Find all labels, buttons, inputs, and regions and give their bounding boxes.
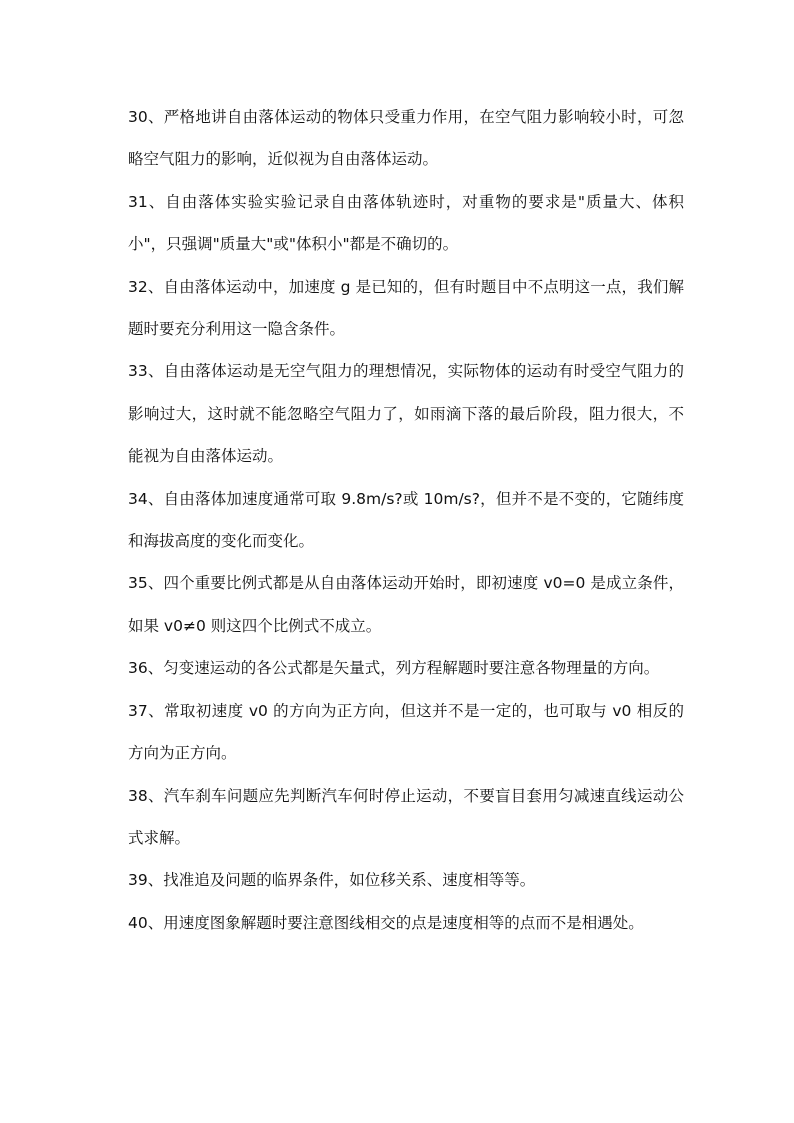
paragraph-38: 38、汽车刹车问题应先判断汽车何时停止运动，不要盲目套用匀减速直线运动公式求解。 [128,786,684,847]
paragraph-40: 40、用速度图象解题时要注意图线相交的点是速度相等的点而不是相遇处。 [128,913,644,932]
document-body [128,96,684,944]
paragraph-37: 37、常取初速度 v0 的方向为正方向，但这并不是一定的，也可取与 v0 相反的方向为正方向。 [128,701,684,763]
paragraph-39: 39、找准追及问题的临界条件，如位移关系、速度相等等。 [128,871,536,890]
paragraph-36: 36、匀变速运动的各公式都是矢量式，列方程解题时要注意各物理量的方向。 [128,659,660,678]
paragraph-30: 30、严格地讲自由落体运动的物体只受重力作用，在空气阻力影响较小时，可忽略空气阻力的影响，近似视为自由落体运动。 [128,108,684,169]
paragraph-33: 33、自由落体运动是无空气阻力的理想情况，实际物体的运动有时受空气阻力的影响过大，这时就不能忽略空气阻力了，如雨滴下落的最后阶段，阻力很大，不能视为自由落体运动。 [128,362,684,466]
paragraph-31: 31、自由落体实验实验记录自由落体轨迹时，对重物的要求是"质量大、体积小"，只强调"质量大"或"体积小"都是不确切的。 [128,192,684,254]
paragraph-32: 32、自由落体运动中，加速度 g 是已知的，但有时题目中不点明这一点，我们解题时要充分利用这一隐含条件。 [128,277,684,339]
paragraph-34: 34、自由落体加速度通常可取 9.8m/s?或 10m/s?，但并不是不变的，它随纬度和海拔高度的变化而变化。 [128,489,684,551]
paragraph-35: 35、四个重要比例式都是从自由落体运动开始时，即初速度 v0=0 是成立条件，如果 v0≠0 则这四个比例式不成立。 [128,574,684,635]
